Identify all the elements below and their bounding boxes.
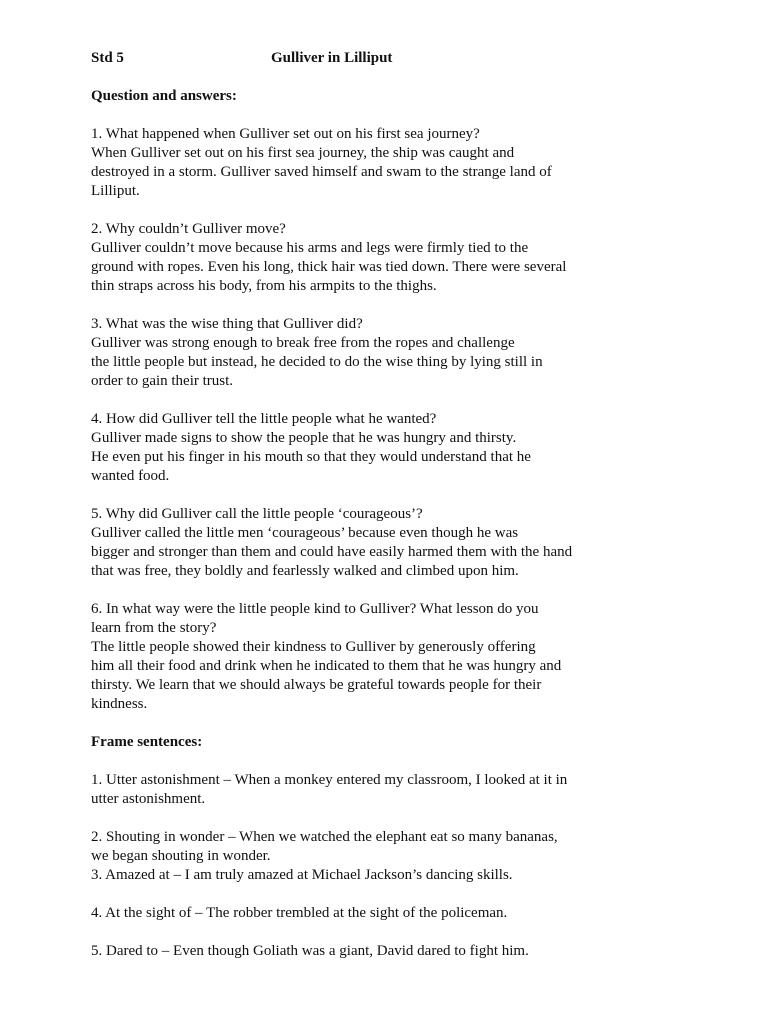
frame-item (91, 904, 731, 923)
frame-item (91, 942, 731, 961)
answer-line: wanted food. (91, 468, 170, 484)
question-line: learn from the story? (91, 620, 217, 636)
frame-line: 5. Dared to – Even though Goliath was a giant, David dared to fight him. (91, 943, 529, 959)
answer-line: When Gulliver set out on his first sea journey, the ship was caught and (91, 145, 515, 161)
answer-line: ground with ropes. Even his long, thick hair was tied down. There were several (91, 259, 567, 275)
frame-line: 1. Utter astonishment – When a monkey entered my classroom, I looked at it in (91, 772, 568, 788)
frame-item (91, 828, 731, 885)
document-page (91, 49, 731, 961)
answer-line: The little people showed their kindness to Gulliver by generously offering (91, 639, 536, 655)
answer-line: destroyed in a storm. Gulliver saved himself and swam to the strange land of (91, 164, 552, 180)
answer-line: Gulliver was strong enough to break free from the ropes and challenge (91, 335, 515, 351)
answer-line: order to gain their trust. (91, 373, 234, 389)
frame-line: utter astonishment. (91, 791, 206, 807)
answer-line: him all their food and drink when he indicated to them that he was hungry and (91, 658, 562, 674)
standard-label: Std 5 (91, 50, 124, 66)
qa-item (91, 410, 731, 486)
qa-item (91, 315, 731, 391)
qa-item (91, 125, 731, 201)
question-line: 2. Why couldn’t Gulliver move? (91, 221, 286, 237)
document-header (91, 49, 731, 68)
answer-line: bigger and stronger than them and could have easily harmed them with the hand (91, 544, 573, 560)
answer-line: thin straps across his body, from his armpits to the thighs. (91, 278, 437, 294)
frame-line: we began shouting in wonder. (91, 848, 271, 864)
frame-line: 2. Shouting in wonder – When we watched the elephant eat so many bananas, (91, 829, 558, 845)
answer-line: Lilliput. (91, 183, 140, 199)
question-line: 4. How did Gulliver tell the little people what he wanted? (91, 411, 437, 427)
frame-item (91, 771, 731, 809)
question-line: 1. What happened when Gulliver set out on his first sea journey? (91, 126, 480, 142)
question-line: 6. In what way were the little people kind to Gulliver? What lesson do you (91, 601, 539, 617)
question-line: 3. What was the wise thing that Gulliver did? (91, 316, 363, 332)
qa-item (91, 220, 731, 296)
qa-heading: Question and answers: (91, 88, 237, 104)
answer-line: He even put his finger in his mouth so that they would understand that he (91, 449, 531, 465)
answer-line: kindness. (91, 696, 148, 712)
qa-item (91, 505, 731, 581)
answer-line: the little people but instead, he decided to do the wise thing by lying still in (91, 354, 543, 370)
answer-line: Gulliver made signs to show the people that he was hungry and thirsty. (91, 430, 517, 446)
frame-line: 4. At the sight of – The robber trembled at the sight of the policeman. (91, 905, 508, 921)
frame-heading: Frame sentences: (91, 734, 203, 750)
frame-line: 3. Amazed at – I am truly amazed at Michael Jackson’s dancing skills. (91, 867, 513, 883)
answer-line: that was free, they boldly and fearlessly walked and climbed upon him. (91, 563, 519, 579)
qa-item (91, 600, 731, 714)
answer-line: Gulliver called the little men ‘courageous’ because even though he was (91, 525, 519, 541)
answer-line: thirsty. We learn that we should always be grateful towards people for their (91, 677, 542, 693)
document-title: Gulliver in Lilliput (271, 50, 393, 66)
question-line: 5. Why did Gulliver call the little people ‘courageous’? (91, 506, 423, 522)
answer-line: Gulliver couldn’t move because his arms and legs were firmly tied to the (91, 240, 529, 256)
